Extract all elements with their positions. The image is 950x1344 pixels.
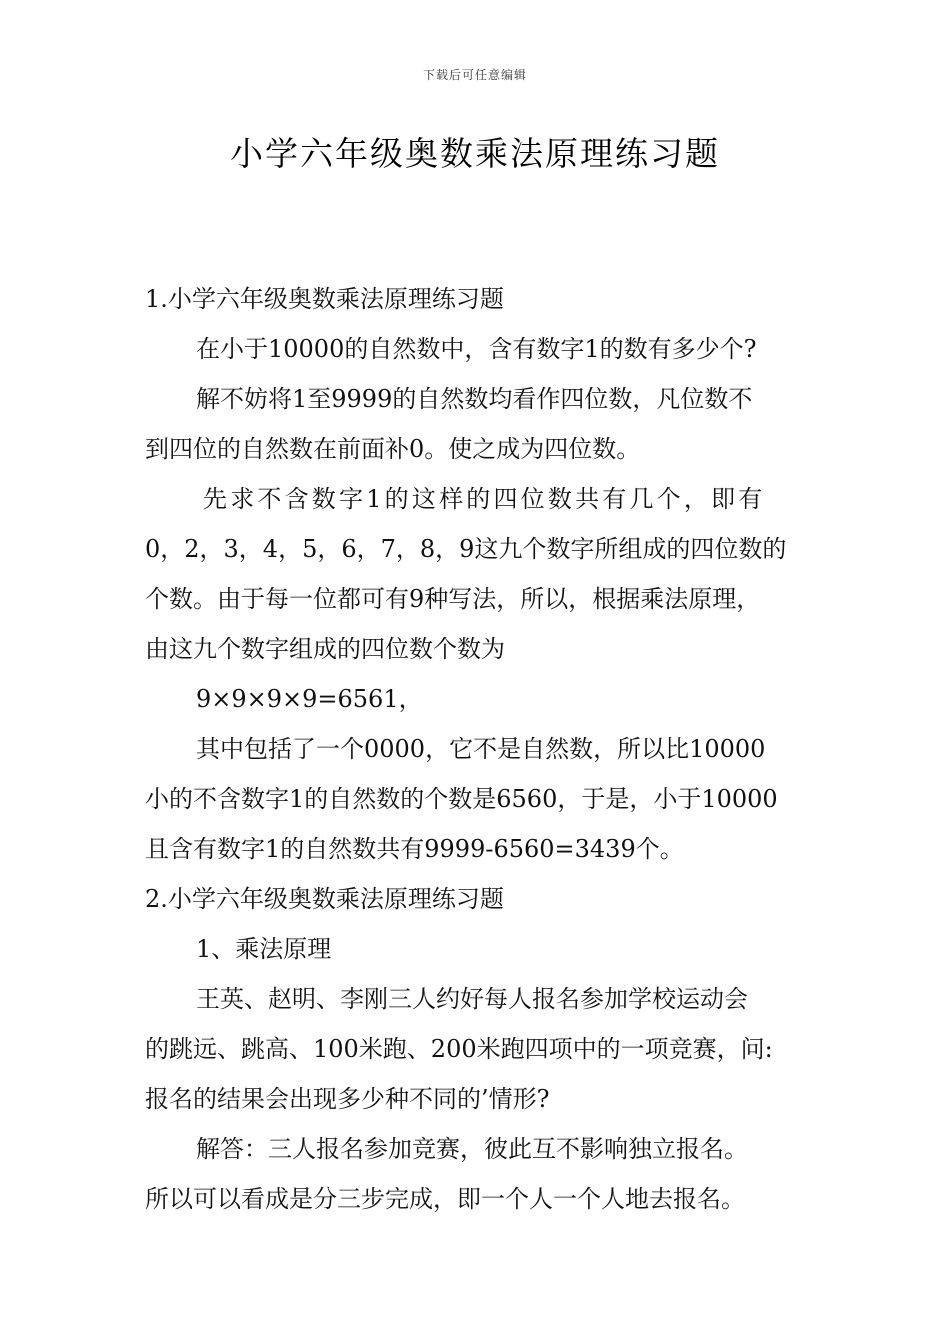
paragraph-line: 在小于10000的自然数中，含有数字1的数有多少个? [196,335,757,363]
paragraph-line: 小的不含数字1的自然数的个数是6560，于是，小于10000 [145,785,778,813]
paragraph-line: 解答：三人报名参加竞赛，彼此互不影响独立报名。 [196,1135,748,1163]
paragraph-line: 且含有数字1的自然数共有9999-6560=3439个。 [145,835,684,863]
paragraph-line: 的跳远、跳高、100米跑、200米跑四项中的一项竞赛，问: [145,1035,773,1063]
paragraph-line: 其中包括了一个0000，它不是自然数，所以比10000 [196,735,766,763]
paragraph-line: 由这九个数字组成的四位数个数为 [145,635,505,663]
section-heading-2: 2.小学六年级奥数乘法原理练习题 [145,885,504,913]
header-note: 下载后可任意编辑 [422,68,527,82]
subheading: 1、乘法原理 [196,935,332,963]
paragraph-line: 解不妨将1至9999的自然数均看作四位数，凡位数不 [196,385,753,413]
paragraph-line: 个数。由于每一位都可有9种写法，所以，根据乘法原理， [145,585,761,613]
formula-line: 9×9×9×9=6561， [196,685,423,713]
page-title: 小学六年级奥数乘法原理练习题 [230,134,720,173]
paragraph-line: 报名的结果会出现多少种不同的’情形? [145,1085,550,1113]
paragraph-line: 先求不含数字1的这样的四位数共有几个，即有 [203,485,766,513]
paragraph-line: 到四位的自然数在前面补0。使之成为四位数。 [145,435,641,463]
section-heading-1: 1.小学六年级奥数乘法原理练习题 [145,285,504,313]
paragraph-line: 王英、赵明、李刚三人约好每人报名参加学校运动会 [196,985,748,1013]
paragraph-line: 所以可以看成是分三步完成，即一个人一个人地去报名。 [145,1185,745,1213]
paragraph-line: 0，2，3，4，5，6，7，8，9这九个数字所组成的四位数的 [145,535,787,563]
